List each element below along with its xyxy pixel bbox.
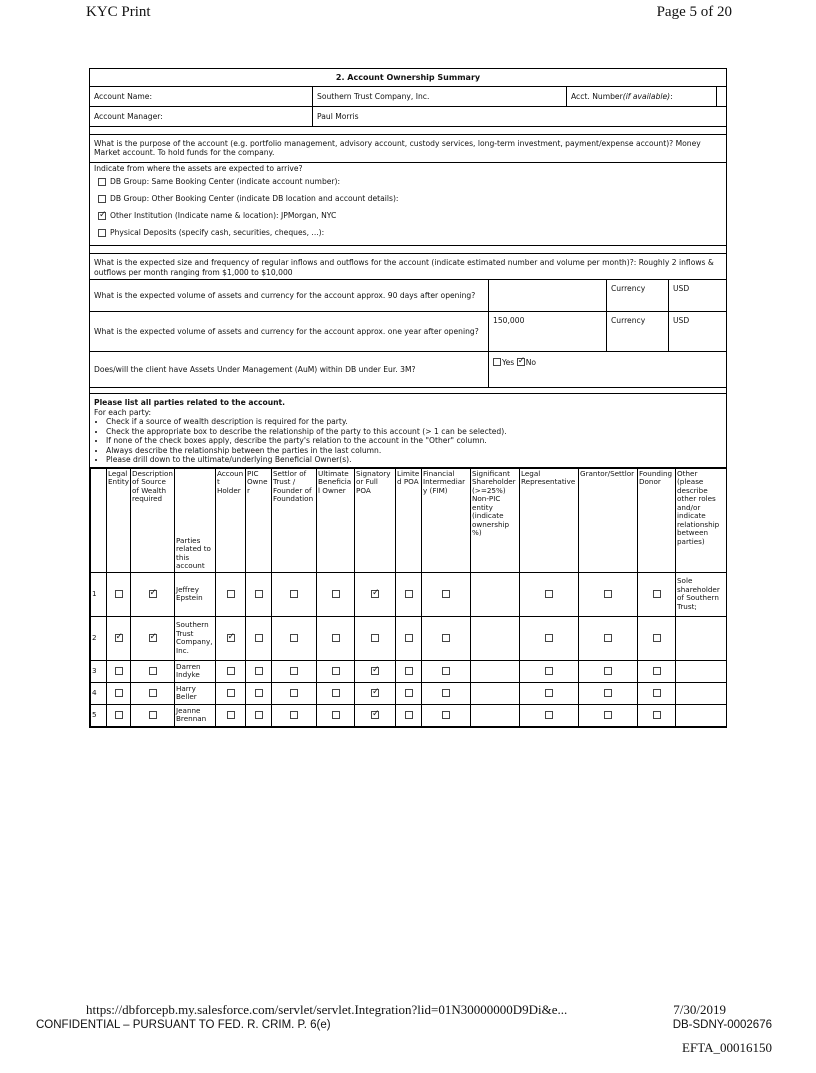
account-manager-value: Paul Morris [312, 107, 726, 126]
party-ubo [317, 682, 355, 704]
checkbox[interactable] [290, 689, 298, 697]
assets-origin-block [90, 163, 726, 246]
assets-origin-label: Indicate from where the assets are expected to arrive? [94, 163, 303, 173]
party-founding-donor [638, 704, 676, 726]
party-legal-entity [107, 682, 131, 704]
party-rows [91, 572, 727, 726]
party-name: Harry Beller [175, 682, 216, 704]
header-ubo: Ultimate Beneficial Owner [317, 468, 355, 572]
asset-option-1 [90, 175, 726, 192]
table-row [91, 572, 727, 616]
party-legal-rep [520, 704, 579, 726]
party-fim [422, 704, 471, 726]
party-grantor [579, 660, 638, 682]
party-founding-donor [638, 616, 676, 660]
party-legal-entity [107, 660, 131, 682]
header-founding-donor: Founding Donor [638, 468, 676, 572]
spacer-row [90, 127, 726, 135]
party-source-wealth [131, 572, 175, 616]
checkbox[interactable] [115, 711, 123, 719]
checkbox[interactable] [653, 711, 661, 719]
checkbox[interactable] [405, 667, 413, 675]
party-grantor [579, 704, 638, 726]
party-other [676, 616, 727, 660]
parties-heading: Please list all parties related to the account. [94, 398, 286, 408]
party-founding-donor [638, 682, 676, 704]
party-signatory [355, 616, 396, 660]
table-header-row [91, 468, 727, 572]
row-number: 3 [91, 660, 107, 682]
currency-label: Currency [606, 280, 668, 311]
account-name-value: Southern Trust Company, Inc. [312, 87, 566, 106]
checkbox[interactable] [255, 590, 263, 598]
volume-90-row [90, 280, 726, 312]
purpose-row: What is the purpose of the account (e.g. portfolio management, advisory account, custody services, long-term investment, payment/expense account)? Money Market account. To hold funds for the company. [90, 135, 726, 163]
header-parties: Parties related to this account [175, 468, 216, 572]
party-pic-owner [246, 572, 272, 616]
header-source-wealth: Description of Source of Wealth required [131, 468, 175, 572]
aum-row [90, 352, 726, 388]
checkbox[interactable] [149, 634, 157, 642]
checkbox[interactable] [149, 667, 157, 675]
checkbox[interactable] [405, 634, 413, 642]
account-manager-row [90, 107, 726, 127]
party-signatory [355, 704, 396, 726]
checkbox[interactable] [115, 590, 123, 598]
party-fim [422, 682, 471, 704]
volume-90-question: What is the expected volume of assets and currency for the account approx. 90 days after opening? [94, 291, 476, 301]
party-pic-owner [246, 616, 272, 660]
row-number: 2 [91, 616, 107, 660]
checkbox[interactable] [290, 711, 298, 719]
party-settlor [272, 704, 317, 726]
party-account-holder [216, 704, 246, 726]
party-settlor [272, 572, 317, 616]
aum-yes-checkbox[interactable] [493, 358, 501, 366]
party-other [676, 682, 727, 704]
party-ubo [317, 704, 355, 726]
checkbox[interactable] [545, 667, 553, 675]
header-significant: Significant Shareholder (>=25%) Non-PIC entity (indicate ownership %) [471, 468, 520, 572]
checkbox[interactable] [290, 667, 298, 675]
bullet-item: • Please drill down to the ultimate/underlying Beneficial Owner(s). [106, 455, 722, 464]
checkbox[interactable] [149, 711, 157, 719]
party-fim [422, 616, 471, 660]
parties-for-each: For each party: [94, 407, 152, 417]
checkbox[interactable] [442, 634, 450, 642]
acct-number-italic: (if available) [622, 91, 671, 101]
asset-option-3 [90, 209, 726, 226]
party-legal-entity [107, 616, 131, 660]
checkbox[interactable] [442, 711, 450, 719]
party-significant [471, 704, 520, 726]
party-signatory [355, 660, 396, 682]
checkbox[interactable] [255, 711, 263, 719]
party-other [676, 704, 727, 726]
table-row [91, 616, 727, 660]
acct-number-label [566, 87, 716, 106]
asset-option-label: DB Group: Other Booking Center (indicate DB location and account details): [110, 194, 399, 204]
checkbox[interactable] [442, 689, 450, 697]
checkbox[interactable] [442, 590, 450, 598]
party-settlor [272, 660, 317, 682]
party-signatory [355, 682, 396, 704]
checkbox[interactable] [604, 590, 612, 598]
party-pic-owner [246, 660, 272, 682]
checkbox[interactable] [332, 590, 340, 598]
party-signatory [355, 572, 396, 616]
spacer-row [90, 246, 726, 254]
checkbox[interactable] [115, 634, 123, 642]
checkbox[interactable] [604, 667, 612, 675]
header-fim: Financial Intermediary (FIM) [422, 468, 471, 572]
party-pic-owner [246, 704, 272, 726]
checkbox[interactable] [653, 590, 661, 598]
checkbox[interactable] [115, 667, 123, 675]
asset-option-4 [90, 226, 726, 245]
checkbox[interactable] [371, 590, 379, 598]
currency-label: Currency [606, 312, 668, 351]
checkbox[interactable] [98, 195, 106, 203]
party-significant [471, 682, 520, 704]
party-founding-donor [638, 660, 676, 682]
aum-question: Does/will the client have Assets Under Management (AuM) within DB under Eur. 3M? [94, 365, 416, 375]
party-fim [422, 660, 471, 682]
parties-table [90, 468, 727, 727]
footer-efta: EFTA_00016150 [682, 1040, 772, 1055]
party-significant [471, 616, 520, 660]
party-legal-entity [107, 704, 131, 726]
party-name: Southern Trust Company, Inc. [175, 616, 216, 660]
volume-90-currency: USD [668, 280, 726, 311]
header-limited-poa: Limited POA [396, 468, 422, 572]
party-legal-rep [520, 682, 579, 704]
checkbox[interactable] [332, 667, 340, 675]
party-founding-donor [638, 572, 676, 616]
checkbox[interactable] [227, 689, 235, 697]
parties-table-wrap [90, 468, 726, 727]
footer-confidential: CONFIDENTIAL – PURSUANT TO FED. R. CRIM. P. 6(e) [36, 1019, 331, 1031]
header-signatory: Signatory or Full POA [355, 468, 396, 572]
checkbox[interactable] [604, 689, 612, 697]
checkbox[interactable] [98, 178, 106, 186]
header-num [91, 468, 107, 572]
header-pic-owner: PIC Owner [246, 468, 272, 572]
checkbox[interactable] [371, 667, 379, 675]
checkbox[interactable] [604, 634, 612, 642]
checkbox[interactable] [332, 634, 340, 642]
table-row [91, 704, 727, 726]
checkbox[interactable] [255, 689, 263, 697]
party-account-holder [216, 660, 246, 682]
checkbox[interactable] [227, 634, 235, 642]
header-legal-entity: Legal Entity [107, 468, 131, 572]
footer-bates: DB-SDNY-0002676 [672, 1019, 772, 1031]
party-source-wealth [131, 660, 175, 682]
row-number: 1 [91, 572, 107, 616]
parties-instructions [90, 394, 726, 467]
bullet-item: • If none of the check boxes apply, describe the party's relation to the account in the "Other" column. [106, 436, 722, 445]
checkbox[interactable] [442, 667, 450, 675]
bullet-item: • Always describe the relationship between the parties in the last column. [106, 446, 722, 455]
party-legal-rep [520, 572, 579, 616]
asset-option-label: Other Institution (Indicate name & location): JPMorgan, NYC [110, 211, 337, 221]
party-source-wealth [131, 616, 175, 660]
party-legal-rep [520, 660, 579, 682]
checkbox[interactable] [290, 634, 298, 642]
party-ubo [317, 660, 355, 682]
aum-answer [488, 352, 726, 387]
account-manager-label: Account Manager: [94, 111, 163, 121]
volume-1y-currency: USD [668, 312, 726, 351]
checkbox[interactable] [255, 667, 263, 675]
checkbox[interactable] [405, 711, 413, 719]
party-legal-entity [107, 572, 131, 616]
section-title: 2. Account Ownership Summary [90, 69, 726, 87]
party-name: Jeffrey Epstein [175, 572, 216, 616]
party-other [676, 660, 727, 682]
page-header-title: KYC Print [86, 4, 151, 20]
party-account-holder [216, 616, 246, 660]
party-grantor [579, 616, 638, 660]
header-other: Other (please describe other roles and/or indicate relationship between parties) [676, 468, 727, 572]
party-settlor [272, 682, 317, 704]
party-name: Darren Indyke [175, 660, 216, 682]
checkbox[interactable] [653, 689, 661, 697]
volume-1y-row [90, 312, 726, 352]
party-account-holder [216, 572, 246, 616]
header-legal-rep: Legal Representative [520, 468, 579, 572]
account-name-row [90, 87, 726, 107]
table-row [91, 682, 727, 704]
volume-1y-question: What is the expected volume of assets and currency for the account approx. one year after opening? [94, 327, 479, 337]
footer-date: 7/30/2019 [673, 1002, 726, 1017]
checkbox[interactable] [98, 212, 106, 220]
header-settlor: Settlor of Trust / Founder of Foundation [272, 468, 317, 572]
party-settlor [272, 616, 317, 660]
checkbox[interactable] [545, 711, 553, 719]
checkbox[interactable] [405, 689, 413, 697]
asset-option-label: Physical Deposits (specify cash, securities, cheques, ...): [110, 228, 325, 238]
account-ownership-form [89, 68, 727, 728]
checkbox[interactable] [653, 634, 661, 642]
checkbox[interactable] [332, 689, 340, 697]
table-row [91, 660, 727, 682]
aum-no-checkbox[interactable] [517, 358, 525, 366]
checkbox[interactable] [371, 634, 379, 642]
party-ubo [317, 572, 355, 616]
checkbox[interactable] [545, 590, 553, 598]
checkbox[interactable] [227, 590, 235, 598]
party-significant [471, 660, 520, 682]
party-limited-poa [396, 572, 422, 616]
party-account-holder [216, 682, 246, 704]
acct-number-value [716, 87, 726, 106]
party-significant [471, 572, 520, 616]
party-name: Jeanne Brennan [175, 704, 216, 726]
acct-number-text: Acct. Number [571, 91, 623, 101]
checkbox[interactable] [227, 667, 235, 675]
party-pic-owner [246, 682, 272, 704]
flows-text: What is the expected size and frequency of regular inflows and outflows for the account (indicate estimated number and volume per month)?: Roughly 2 inflows & outflows per month ranging from $1,000 to $10,000 [94, 258, 714, 277]
row-number: 5 [91, 704, 107, 726]
bullet-item: • Check the appropriate box to describe the relationship of the party to this account (> 1 can be selected). [106, 427, 722, 436]
header-account-holder: Account Holder [216, 468, 246, 572]
checkbox[interactable] [371, 711, 379, 719]
header-grantor: Grantor/Settlor [579, 468, 638, 572]
party-limited-poa [396, 660, 422, 682]
checkbox[interactable] [604, 711, 612, 719]
party-legal-rep [520, 616, 579, 660]
asset-option-label: DB Group: Same Booking Center (indicate account number): [110, 177, 341, 187]
checkbox[interactable] [332, 711, 340, 719]
checkbox[interactable] [405, 590, 413, 598]
volume-1y-value: 150,000 [488, 312, 606, 351]
party-ubo [317, 616, 355, 660]
checkbox[interactable] [545, 689, 553, 697]
checkbox[interactable] [115, 689, 123, 697]
volume-90-value [488, 280, 606, 311]
party-source-wealth [131, 682, 175, 704]
party-fim [422, 572, 471, 616]
checkbox[interactable] [653, 667, 661, 675]
checkbox[interactable] [98, 229, 106, 237]
row-number: 4 [91, 682, 107, 704]
flows-row [90, 254, 726, 280]
aum-yes-label: Yes [502, 358, 515, 368]
checkbox[interactable] [149, 689, 157, 697]
aum-no-label: No [525, 358, 537, 368]
footer-url: https://dbforcepb.my.salesforce.com/servlet/servlet.Integration?lid=01N30000000D9Di&e... [86, 1002, 568, 1017]
page-number: Page 5 of 20 [656, 4, 732, 20]
checkbox[interactable] [290, 590, 298, 598]
parties-bullets [94, 417, 722, 464]
checkbox[interactable] [255, 634, 263, 642]
party-limited-poa [396, 704, 422, 726]
checkbox[interactable] [371, 689, 379, 697]
party-other: Sole shareholder of Southern Trust; [676, 572, 727, 616]
party-grantor [579, 682, 638, 704]
account-name-label: Account Name: [94, 91, 153, 101]
party-limited-poa [396, 616, 422, 660]
checkbox[interactable] [149, 590, 157, 598]
party-grantor [579, 572, 638, 616]
acct-number-colon: : [670, 91, 673, 101]
party-limited-poa [396, 682, 422, 704]
checkbox[interactable] [545, 634, 553, 642]
bullet-item: • Check if a source of wealth description is required for the party. [106, 417, 722, 426]
asset-option-2 [90, 192, 726, 209]
party-source-wealth [131, 704, 175, 726]
checkbox[interactable] [227, 711, 235, 719]
